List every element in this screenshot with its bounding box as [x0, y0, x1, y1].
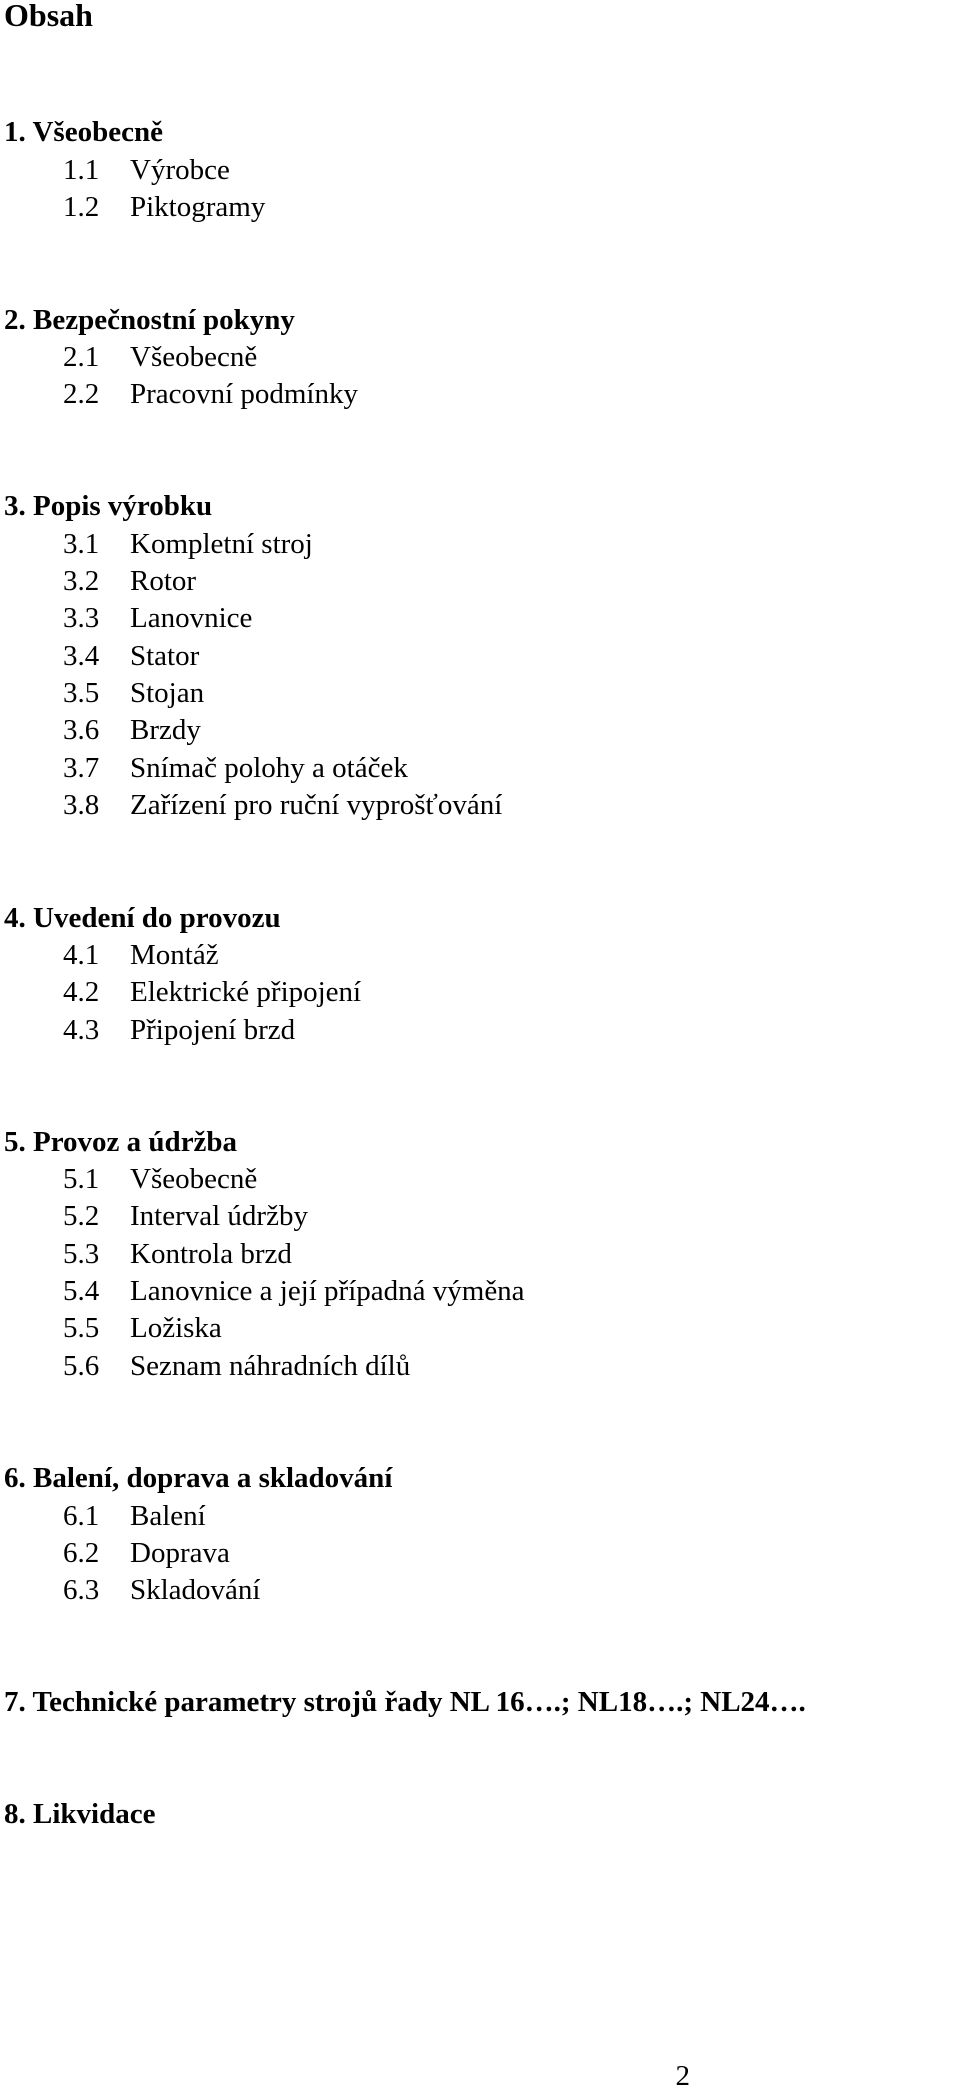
toc-item-3-2: [63, 565, 196, 597]
toc-item-number: 3.3: [63, 602, 100, 634]
toc-item-number: 5.4: [63, 1275, 100, 1307]
toc-item-text: Zařízení pro ruční vyprošťování: [130, 789, 503, 821]
toc-chapter-5: 5. Provoz a údržba: [4, 1126, 238, 1158]
toc-item-text: Výrobce: [130, 154, 230, 186]
toc-item-number: 3.8: [63, 789, 100, 821]
toc-item-text: Interval údržby: [130, 1200, 308, 1232]
toc-chapter-8: 8. Likvidace: [4, 1798, 156, 1830]
toc-item-number: 4.2: [63, 976, 100, 1008]
toc-chapter-2: 2. Bezpečnostní pokyny: [4, 304, 295, 336]
toc-item-5-6: [63, 1350, 410, 1382]
toc-item-text: Lanovnice: [130, 602, 253, 634]
toc-item-2-2: [63, 378, 358, 410]
toc-item-number: 3.7: [63, 752, 100, 784]
toc-item-3-8: [63, 789, 502, 821]
toc-item-number: 5.1: [63, 1163, 100, 1195]
toc-item-3-4: [63, 640, 199, 672]
toc-item-2-1: [63, 341, 257, 373]
toc-item-text: Snímač polohy a otáček: [130, 752, 408, 784]
toc-item-text: Stator: [130, 640, 200, 672]
toc-item-number: 4.3: [63, 1014, 100, 1046]
toc-chapter-1: 1. Všeobecně: [4, 116, 163, 148]
toc-item-text: Kompletní stroj: [130, 528, 313, 560]
toc-item-5-3: [63, 1238, 292, 1270]
toc-item-4-2: [63, 976, 361, 1008]
toc-item-number: 4.1: [63, 939, 100, 971]
toc-item-6-1: [63, 1500, 206, 1532]
toc-item-text: Elektrické připojení: [130, 976, 362, 1008]
toc-item-5-5: [63, 1312, 222, 1344]
toc-item-text: Brzdy: [130, 714, 201, 746]
toc-item-text: Doprava: [130, 1537, 230, 1569]
toc-item-6-3: [63, 1574, 261, 1606]
toc-item-number: 6.3: [63, 1574, 100, 1606]
toc-item-3-6: [63, 714, 201, 746]
page-title: Obsah: [4, 0, 93, 33]
toc-item-text: Všeobecně: [130, 1163, 258, 1195]
toc-item-number: 5.6: [63, 1350, 100, 1382]
toc-item-3-3: [63, 602, 252, 634]
toc-item-text: Připojení brzd: [130, 1014, 296, 1046]
toc-item-text: Pracovní podmínky: [130, 378, 358, 410]
toc-item-3-7: [63, 752, 408, 784]
toc-item-6-2: [63, 1537, 230, 1569]
toc-item-text: Balení: [130, 1500, 206, 1532]
toc-item-number: 5.2: [63, 1200, 100, 1232]
toc-item-number: 5.5: [63, 1312, 100, 1344]
toc-item-number: 3.5: [63, 677, 100, 709]
toc-item-4-1: [63, 939, 219, 971]
toc-item-number: 3.1: [63, 528, 100, 560]
toc-item-number: 6.2: [63, 1537, 100, 1569]
page-number: 2: [675, 2060, 690, 2092]
toc-item-text: Všeobecně: [130, 341, 258, 373]
toc-item-number: 1.1: [63, 154, 100, 186]
toc-item-4-3: [63, 1014, 295, 1046]
toc-item-text: Ložiska: [130, 1312, 222, 1344]
toc-item-text: Skladování: [130, 1574, 261, 1606]
toc-item-number: 2.1: [63, 341, 100, 373]
toc-item-1-1: [63, 154, 230, 186]
toc-item-text: Piktogramy: [130, 191, 266, 223]
toc-item-text: Stojan: [130, 677, 205, 709]
toc-item-text: Montáž: [130, 939, 219, 971]
toc-item-number: 2.2: [63, 378, 100, 410]
toc-item-5-1: [63, 1163, 257, 1195]
toc-chapter-4: 4. Uvedení do provozu: [4, 902, 281, 934]
toc-item-5-2: [63, 1200, 308, 1232]
toc-item-number: 3.2: [63, 565, 100, 597]
toc-item-1-2: [63, 191, 265, 223]
toc-item-text: Seznam náhradních dílů: [130, 1350, 411, 1382]
toc-item-3-5: [63, 677, 204, 709]
toc-item-text: Rotor: [130, 565, 197, 597]
toc-item-3-1: [63, 528, 313, 560]
toc-item-text: Kontrola brzd: [130, 1238, 292, 1270]
toc-chapter-7: 7. Technické parametry strojů řady NL 16….; NL18….; NL24….: [4, 1686, 806, 1718]
toc-item-number: 3.4: [63, 640, 100, 672]
toc-item-number: 6.1: [63, 1500, 100, 1532]
toc-item-number: 5.3: [63, 1238, 100, 1270]
toc-item-number: 3.6: [63, 714, 100, 746]
toc-item-text: Lanovnice a její případná výměna: [130, 1275, 525, 1307]
toc-item-5-4: [63, 1275, 525, 1307]
toc-item-number: 1.2: [63, 191, 100, 223]
toc-chapter-6: 6. Balení, doprava a skladování: [4, 1462, 393, 1494]
toc-chapter-3: 3. Popis výrobku: [4, 490, 213, 522]
